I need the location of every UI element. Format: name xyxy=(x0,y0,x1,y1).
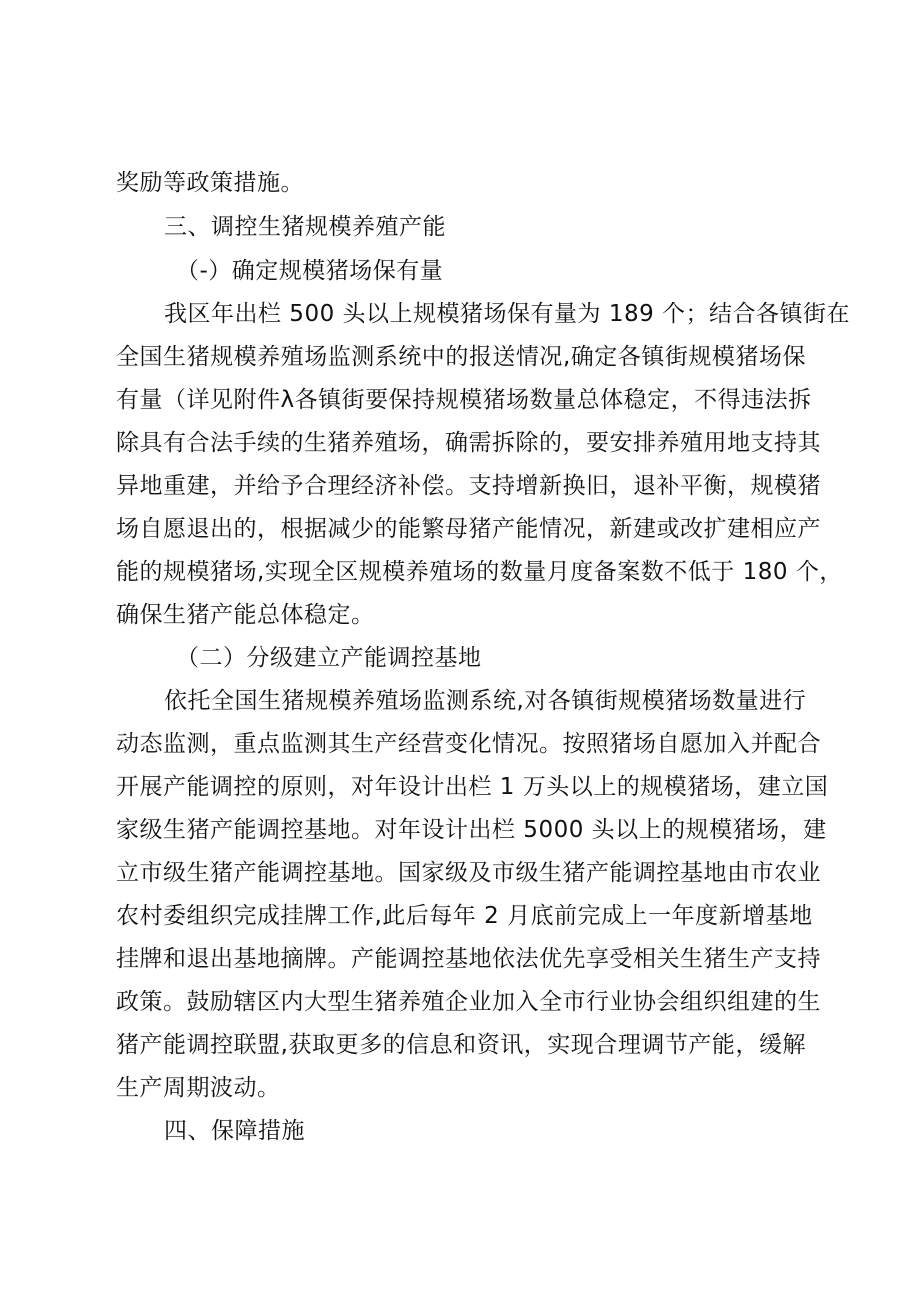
subsection-heading: （-）确定规模猪场保有量 xyxy=(176,258,444,284)
paragraph-line: 能的规模猪场,实现全区规模养殖场的数量月度备案数不低于 180 个， xyxy=(116,559,843,585)
paragraph-line: 确保生猪产能总体稳定。 xyxy=(116,602,375,628)
paragraph-line: 挂牌和退出基地摘牌。产能调控基地依法优先享受相关生猪生产支持 xyxy=(116,946,821,972)
paragraph-line: 有量（详见附件λ各镇街要保持规模猪场数量总体稳定，不得违法拆 xyxy=(116,387,812,413)
paragraph-line: 依托全国生猪规模养殖场监测系统,对各镇街规模猪场数量进行 xyxy=(164,688,807,714)
paragraph-line: 全国生猪规模养殖场监测系统中的报送情况,确定各镇街规模猪场保 xyxy=(116,344,806,370)
paragraph-line: 猪产能调控联盟,获取更多的信息和资讯，实现合理调节产能，缓解 xyxy=(116,1032,806,1058)
subsection-heading: （二）分级建立产能调控基地 xyxy=(176,645,482,671)
section-heading: 四、保障措施 xyxy=(164,1118,305,1144)
paragraph-line: 除具有合法手续的生猪养殖场，确需拆除的，要安排养殖用地支持其 xyxy=(116,430,821,456)
paragraph-line: 政策。鼓励辖区内大型生猪养殖企业加入全市行业协会组织组建的生 xyxy=(116,989,821,1015)
paragraph-line: 场自愿退出的，根据减少的能繁母猪产能情况，新建或改扩建相应产 xyxy=(116,516,821,542)
paragraph-line: 立市级生猪产能调控基地。国家级及市级生猪产能调控基地由市农业 xyxy=(116,860,821,886)
paragraph-line: 生产周期波动。 xyxy=(116,1075,281,1101)
paragraph-line: 家级生猪产能调控基地。对年设计出栏 5000 头以上的规模猪场，建 xyxy=(116,817,827,843)
paragraph-line: 开展产能调控的原则，对年设计出栏 1 万头以上的规模猪场，建立国 xyxy=(116,774,829,800)
paragraph-line: 异地重建，并给予合理经济补偿。支持增新换旧，退补平衡，规模猪 xyxy=(116,473,821,499)
paragraph-line: 我区年出栏 500 头以上规模猪场保有量为 189 个；结合各镇街在 xyxy=(164,301,851,327)
paragraph-line: 动态监测，重点监测其生产经营变化情况。按照猪场自愿加入并配合 xyxy=(116,731,821,757)
paragraph-line: 农村委组织完成挂牌工作,此后每年 2 月底前完成上一年度新增基地 xyxy=(116,903,813,929)
paragraph-line: 奖励等政策措施。 xyxy=(116,170,304,196)
section-heading: 三、调控生猪规模养殖产能 xyxy=(164,214,446,240)
